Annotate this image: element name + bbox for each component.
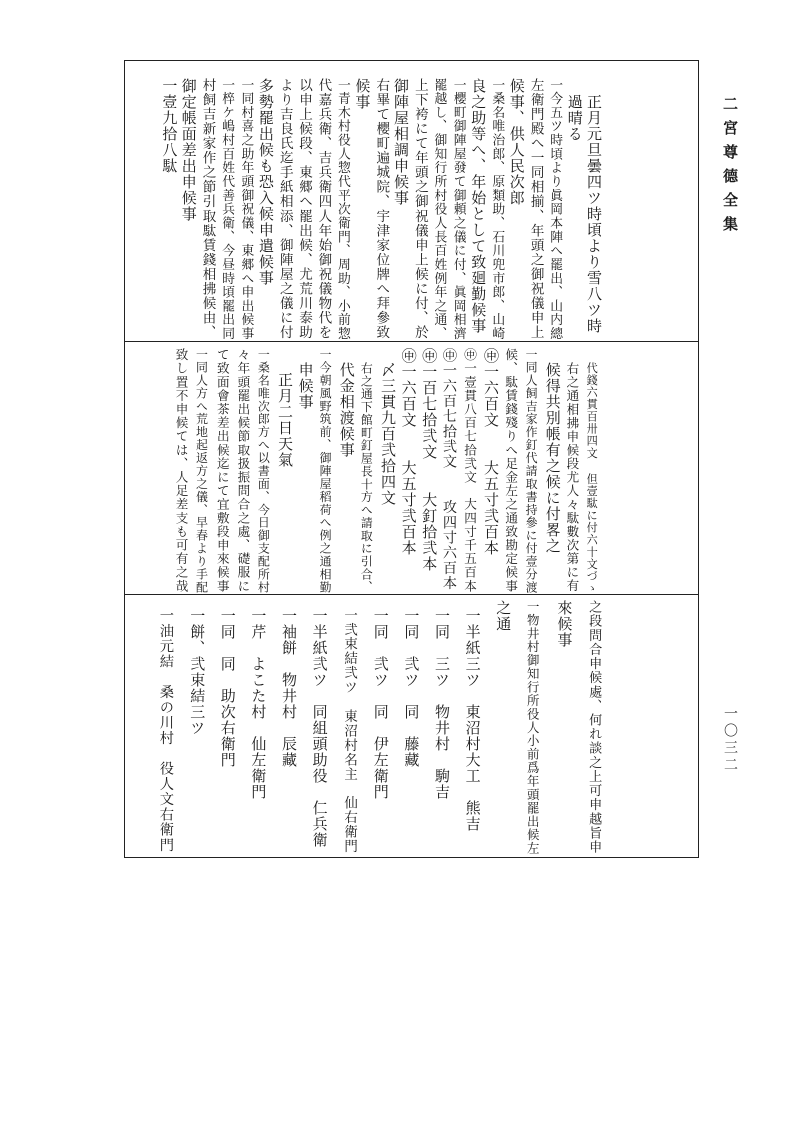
section-middle-line: 々年頭罷出候節取扱振問合之處、礎服に — [235, 348, 251, 593]
section-middle-line: ㊥一六百文 大五寸弐百本 — [399, 348, 418, 556]
section-top-line: 一壹九拾八駄 — [160, 78, 179, 174]
section-top-line: 一今五ツ時頃より眞岡本陣へ罷出、山内總 — [547, 78, 563, 341]
section-top-line: 一青木村役人惣代平次衛門、周助、小前惣 — [334, 78, 350, 341]
section-top-line: 罷越し、御知行所村役人長百姓例年之通、 — [431, 78, 447, 341]
section-middle-line: 一今朝風野筑前、御陣屋稻荷へ例之通相勤 — [318, 348, 333, 594]
section-top-line: 村飼吉新家作之節引取駄賃錢相拂候由、 — [199, 78, 216, 340]
section-middle-line: 右之通下館町釘屋長十方へ請取に引合、 — [359, 362, 374, 594]
section-bottom-line: 一同 弐ツ 同 藤藏 — [402, 608, 421, 768]
section-bottom-line: 來候事 — [555, 600, 574, 648]
section-top-line: より吉良氏迄手紙相添、御陣屋之儀に付 — [276, 78, 293, 340]
section-top-line: 御陣屋相調申候事 — [392, 78, 410, 206]
section-middle-line: ㊥一百七拾弐文 大釘拾弐本 — [420, 348, 439, 572]
section-middle-line: 一同人飼吉家作釘代請取書持參に付壹分渡 — [524, 348, 539, 594]
section-bottom-line: 之段問合申候處、何れ談之上可申越旨申 — [586, 600, 602, 855]
section-top-line: 多勢罷出候も恐入候申遣候事 — [256, 78, 275, 286]
section-middle-line: ㊥一六百七拾弐文 攻四寸六百本 — [440, 348, 457, 591]
section-bottom-line: 一同 三ツ 物井村 駒吉 — [433, 608, 451, 800]
section-middle-line: て致面會茶差出候迄にて宜敷段申來候事 — [214, 348, 230, 593]
section-top-line: 正月元旦曇四ツ時頃より雪八ツ時 — [585, 94, 603, 334]
section-top-line: 右畢て櫻町遍城院、宇津家位牌へ拜參致 — [373, 78, 390, 340]
section-middle-line: 代錢六貫百卅四文 但壹駄に付六十文づゝ — [585, 362, 599, 595]
section-top-line: 一同村喜之助年頭御祝儀、東郷へ申出候事 — [238, 78, 254, 341]
section-middle-line: 右之通相拂申候段尤人々駄數次第に有 — [564, 362, 580, 593]
section-bottom-line: 一物井村御知行所役人小前爲年頭罷出候左 — [525, 600, 541, 856]
section-bottom-line: 一袖餅 物井村 辰藏 — [280, 608, 298, 768]
section-bottom-line: 一餅、弐束結三ツ — [188, 608, 207, 736]
section-top-line: 一櫻町御陣屋發て御頼之儀に付、眞岡相濟 — [450, 78, 466, 341]
section-bottom-line: 一同 同 助次右衛門 — [218, 608, 237, 768]
section-middle-line: 候、駄賃錢殘りへ足金左之通致勘定候事 — [503, 348, 519, 593]
section-middle-line: 〆三貫九百弐拾四文 — [379, 362, 397, 506]
section-middle-line: 一同人方へ荒地起返方之儀、早春より手配 — [194, 348, 209, 594]
section-middle-line: ㊥一六百文 大五寸弐百本 — [482, 348, 500, 556]
section-bottom-line: 一弐束結弐ツ 東沼村名主 仙右衛門 — [341, 608, 357, 854]
section-top-line: 以申上候段、東郷へ罷出候、尤荒川泰助 — [296, 78, 313, 340]
section-bottom-line: 一半紙弐ツ 同組頭助役 仁兵衛 — [310, 608, 329, 848]
section-top-line: 一椊ケ嶋村百姓代善兵衛、今昼時頃罷出同 — [219, 78, 235, 341]
section-bottom-line: 一半紙三ツ 東沼村大工 熊吉 — [463, 608, 482, 832]
section-top-line: 候事、供人民次郎 — [507, 78, 526, 206]
book-title: 二宮尊德全集 — [721, 96, 739, 240]
section-bottom-line: 一同 弐ツ 同 伊左衛門 — [371, 608, 390, 800]
section-middle-line: 候得共別帳有之候に付畧之 — [543, 362, 562, 554]
section-middle-line: 申候事 — [296, 362, 315, 410]
section-top-line: 過晴る — [565, 94, 584, 142]
section-middle-line: 致し置不申候ては、人足差支も可有之哉 — [173, 348, 189, 593]
section-middle-line: 代金相渡候事 — [337, 362, 356, 458]
section-top-line: 一桑名唯治郎、原類助、石川兜市郎、山崎 — [489, 78, 505, 341]
section-divider-1 — [124, 341, 699, 342]
section-bottom-line: 之通 — [494, 600, 513, 632]
section-middle-line: 一桑名唯次郎方へ以書面、今日御支配所村 — [256, 348, 271, 594]
section-top-line: 上下袴にて年頭之御祝儀申上候に付、於 — [411, 78, 428, 340]
page-number: 一〇三二 — [722, 706, 738, 774]
section-top-line: 御定帳面差出申候事 — [179, 78, 198, 222]
section-top-line: 左衛門殿へ一同相揃、年頭之御祝儀申上 — [527, 78, 544, 340]
section-top-line: 良之助等へ、年始として致廻勤候事 — [469, 78, 488, 334]
section-bottom-line: 一芹 よこた村 仙左衛門 — [249, 608, 268, 800]
section-bottom-line: 一油元結 桑の川村 役人文右衛門 — [157, 608, 174, 853]
section-middle-line: 正月二日天氣 — [276, 372, 294, 468]
section-middle-line: ㊥一壹貫八百七拾弐文 大四寸千五百本 — [462, 348, 477, 593]
section-top-line: 代嘉兵衛、吉兵衛四人年始御祝儀物代を — [315, 78, 332, 340]
section-top-line: 候事 — [353, 78, 372, 110]
section-divider-2 — [124, 594, 699, 595]
